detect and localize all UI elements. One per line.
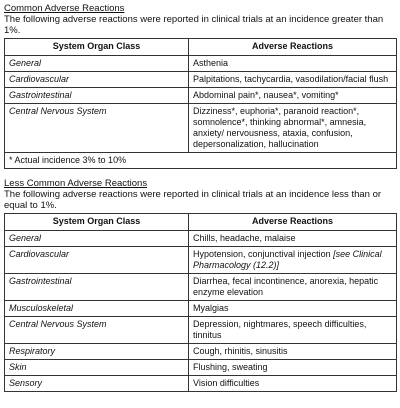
soc-cell: Gastrointestinal bbox=[5, 88, 189, 104]
table-row bbox=[5, 274, 397, 301]
soc-cell: General bbox=[5, 56, 189, 72]
reactions-cell: Vision difficulties bbox=[189, 376, 397, 392]
less-common-reactions-table bbox=[4, 213, 397, 392]
table-row bbox=[5, 360, 397, 376]
table-row bbox=[5, 344, 397, 360]
less-common-section-title: Less Common Adverse Reactions bbox=[4, 178, 148, 189]
table-row bbox=[5, 231, 397, 247]
soc-cell: Musculoskeletal bbox=[5, 301, 189, 317]
reactions-cell: Myalgias bbox=[189, 301, 397, 317]
table-footnote: * Actual incidence 3% to 10% bbox=[5, 153, 397, 169]
reactions-cell: Abdominal pain*, nausea*, vomiting* bbox=[189, 88, 397, 104]
column-header-reactions: Adverse Reactions bbox=[189, 39, 397, 56]
table-footnote-row bbox=[5, 153, 397, 169]
table-row bbox=[5, 317, 397, 344]
column-header-soc: System Organ Class bbox=[5, 214, 189, 231]
reactions-cell: Chills, headache, malaise bbox=[189, 231, 397, 247]
soc-cell: Sensory bbox=[5, 376, 189, 392]
table-header-row bbox=[5, 39, 397, 56]
reactions-cell: Diarrhea, fecal incontinence, anorexia, hepatic enzyme elevation bbox=[189, 274, 397, 301]
common-section-title: Common Adverse Reactions bbox=[4, 3, 125, 14]
less-common-section-description: The following adverse reactions were reported in clinical trials at an incidence less than or equal to 1%. bbox=[4, 189, 382, 211]
table-row bbox=[5, 104, 397, 153]
soc-cell: Skin bbox=[5, 360, 189, 376]
table-row bbox=[5, 376, 397, 392]
table-row bbox=[5, 301, 397, 317]
column-header-reactions: Adverse Reactions bbox=[189, 214, 397, 231]
reactions-text: Hypotension, conjunctival injection bbox=[193, 249, 331, 259]
soc-cell: Central Nervous System bbox=[5, 317, 189, 344]
table-header-row bbox=[5, 214, 397, 231]
reactions-cell: Dizziness*, euphoria*, paranoid reaction*, somnolence*, thinking abnormal*, amnesia, anxiety/ nervousness, ataxia, confusion, depersonalization, hallucination bbox=[189, 104, 397, 153]
column-header-soc: System Organ Class bbox=[5, 39, 189, 56]
soc-cell: General bbox=[5, 231, 189, 247]
table-row bbox=[5, 56, 397, 72]
table-row bbox=[5, 247, 397, 274]
table-row bbox=[5, 88, 397, 104]
soc-cell: Cardiovascular bbox=[5, 72, 189, 88]
cross-reference-text: [see Clinical Pharmacology (12.2)] bbox=[193, 249, 382, 270]
common-section-description: The following adverse reactions were reported in clinical trials at an incidence greater than 1%. bbox=[4, 14, 384, 36]
soc-cell: Cardiovascular bbox=[5, 247, 189, 274]
soc-cell: Respiratory bbox=[5, 344, 189, 360]
reactions-cell bbox=[189, 247, 397, 274]
reactions-cell: Asthenia bbox=[189, 56, 397, 72]
common-reactions-table bbox=[4, 38, 397, 169]
reactions-cell: Cough, rhinitis, sinusitis bbox=[189, 344, 397, 360]
table-row bbox=[5, 72, 397, 88]
reactions-cell: Depression, nightmares, speech difficulties, tinnitus bbox=[189, 317, 397, 344]
reactions-cell: Palpitations, tachycardia, vasodilation/facial flush bbox=[189, 72, 397, 88]
reactions-cell: Flushing, sweating bbox=[189, 360, 397, 376]
soc-cell: Central Nervous System bbox=[5, 104, 189, 153]
soc-cell: Gastrointestinal bbox=[5, 274, 189, 301]
